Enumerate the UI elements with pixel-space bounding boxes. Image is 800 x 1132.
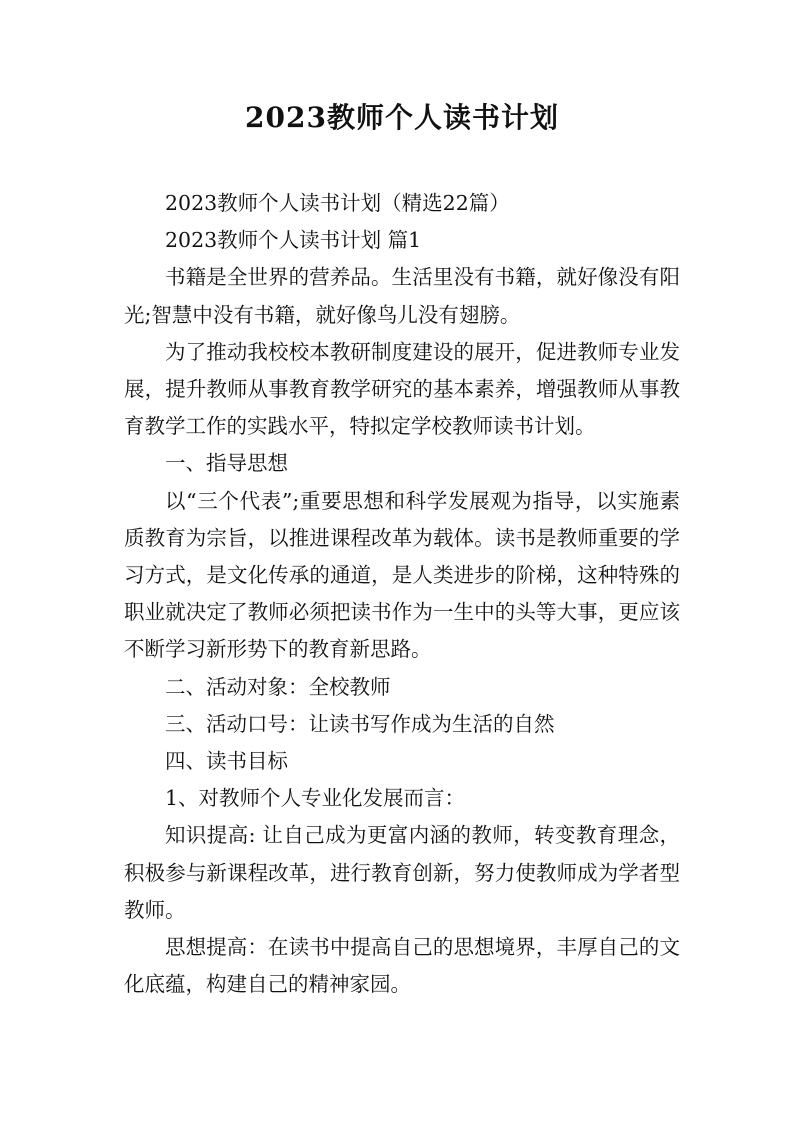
- body-paragraph: 以“三个代表”;重要思想和科学发展观为指导，以实施素质教育为宗旨，以推进课程改革为载体。读书是教师重要的学习方式，是文化传承的通道，是人类进步的阶梯，这种特殊的职业就决定了教师必须把读书作为一生中的头等大事，更应该不断学习新形势下的教育新思路。: [124, 488, 680, 662]
- subtitle-paragraph: 2023教师个人读书计划（精选22篇）: [165, 191, 510, 215]
- section-heading-paragraph: 2023教师个人读书计划 篇1: [165, 228, 422, 253]
- subheading-paragraph: 1、对教师个人专业化发展而言：: [165, 786, 466, 811]
- body-paragraph: 为了推动我校校本教研制度建设的展开，促进教师专业发展，提升教师从事教育教学研究的基本素养，增强教师从事教育教学工作的实践水平，特拟定学校教师读书计划。: [124, 339, 680, 439]
- heading-paragraph: 四、读书目标: [165, 749, 288, 774]
- heading-paragraph: 二、活动对象：全校教师: [165, 674, 391, 699]
- body-paragraph: 知识提高: 让自己成为更富内涵的教师，转变教育理念，积极参与新课程改革，进行教育创新，努力使教师成为学者型教师。: [124, 823, 680, 922]
- heading-paragraph: 三、活动口号：让读书写作成为生活的自然: [165, 711, 555, 736]
- heading-paragraph: 一、指导思想: [165, 451, 288, 476]
- body-paragraph: 书籍是全世界的营养品。生活里没有书籍，就好像没有阳光;智慧中没有书籍，就好像鸟儿没有翅膀。: [124, 265, 680, 327]
- document-title: 2023教师个人读书计划: [245, 101, 559, 134]
- document-body: [124, 185, 680, 1003]
- body-paragraph: 思想提高：在读书中提高自己的思想境界，丰厚自己的文化底蕴，构建自己的精神家园。: [124, 935, 680, 997]
